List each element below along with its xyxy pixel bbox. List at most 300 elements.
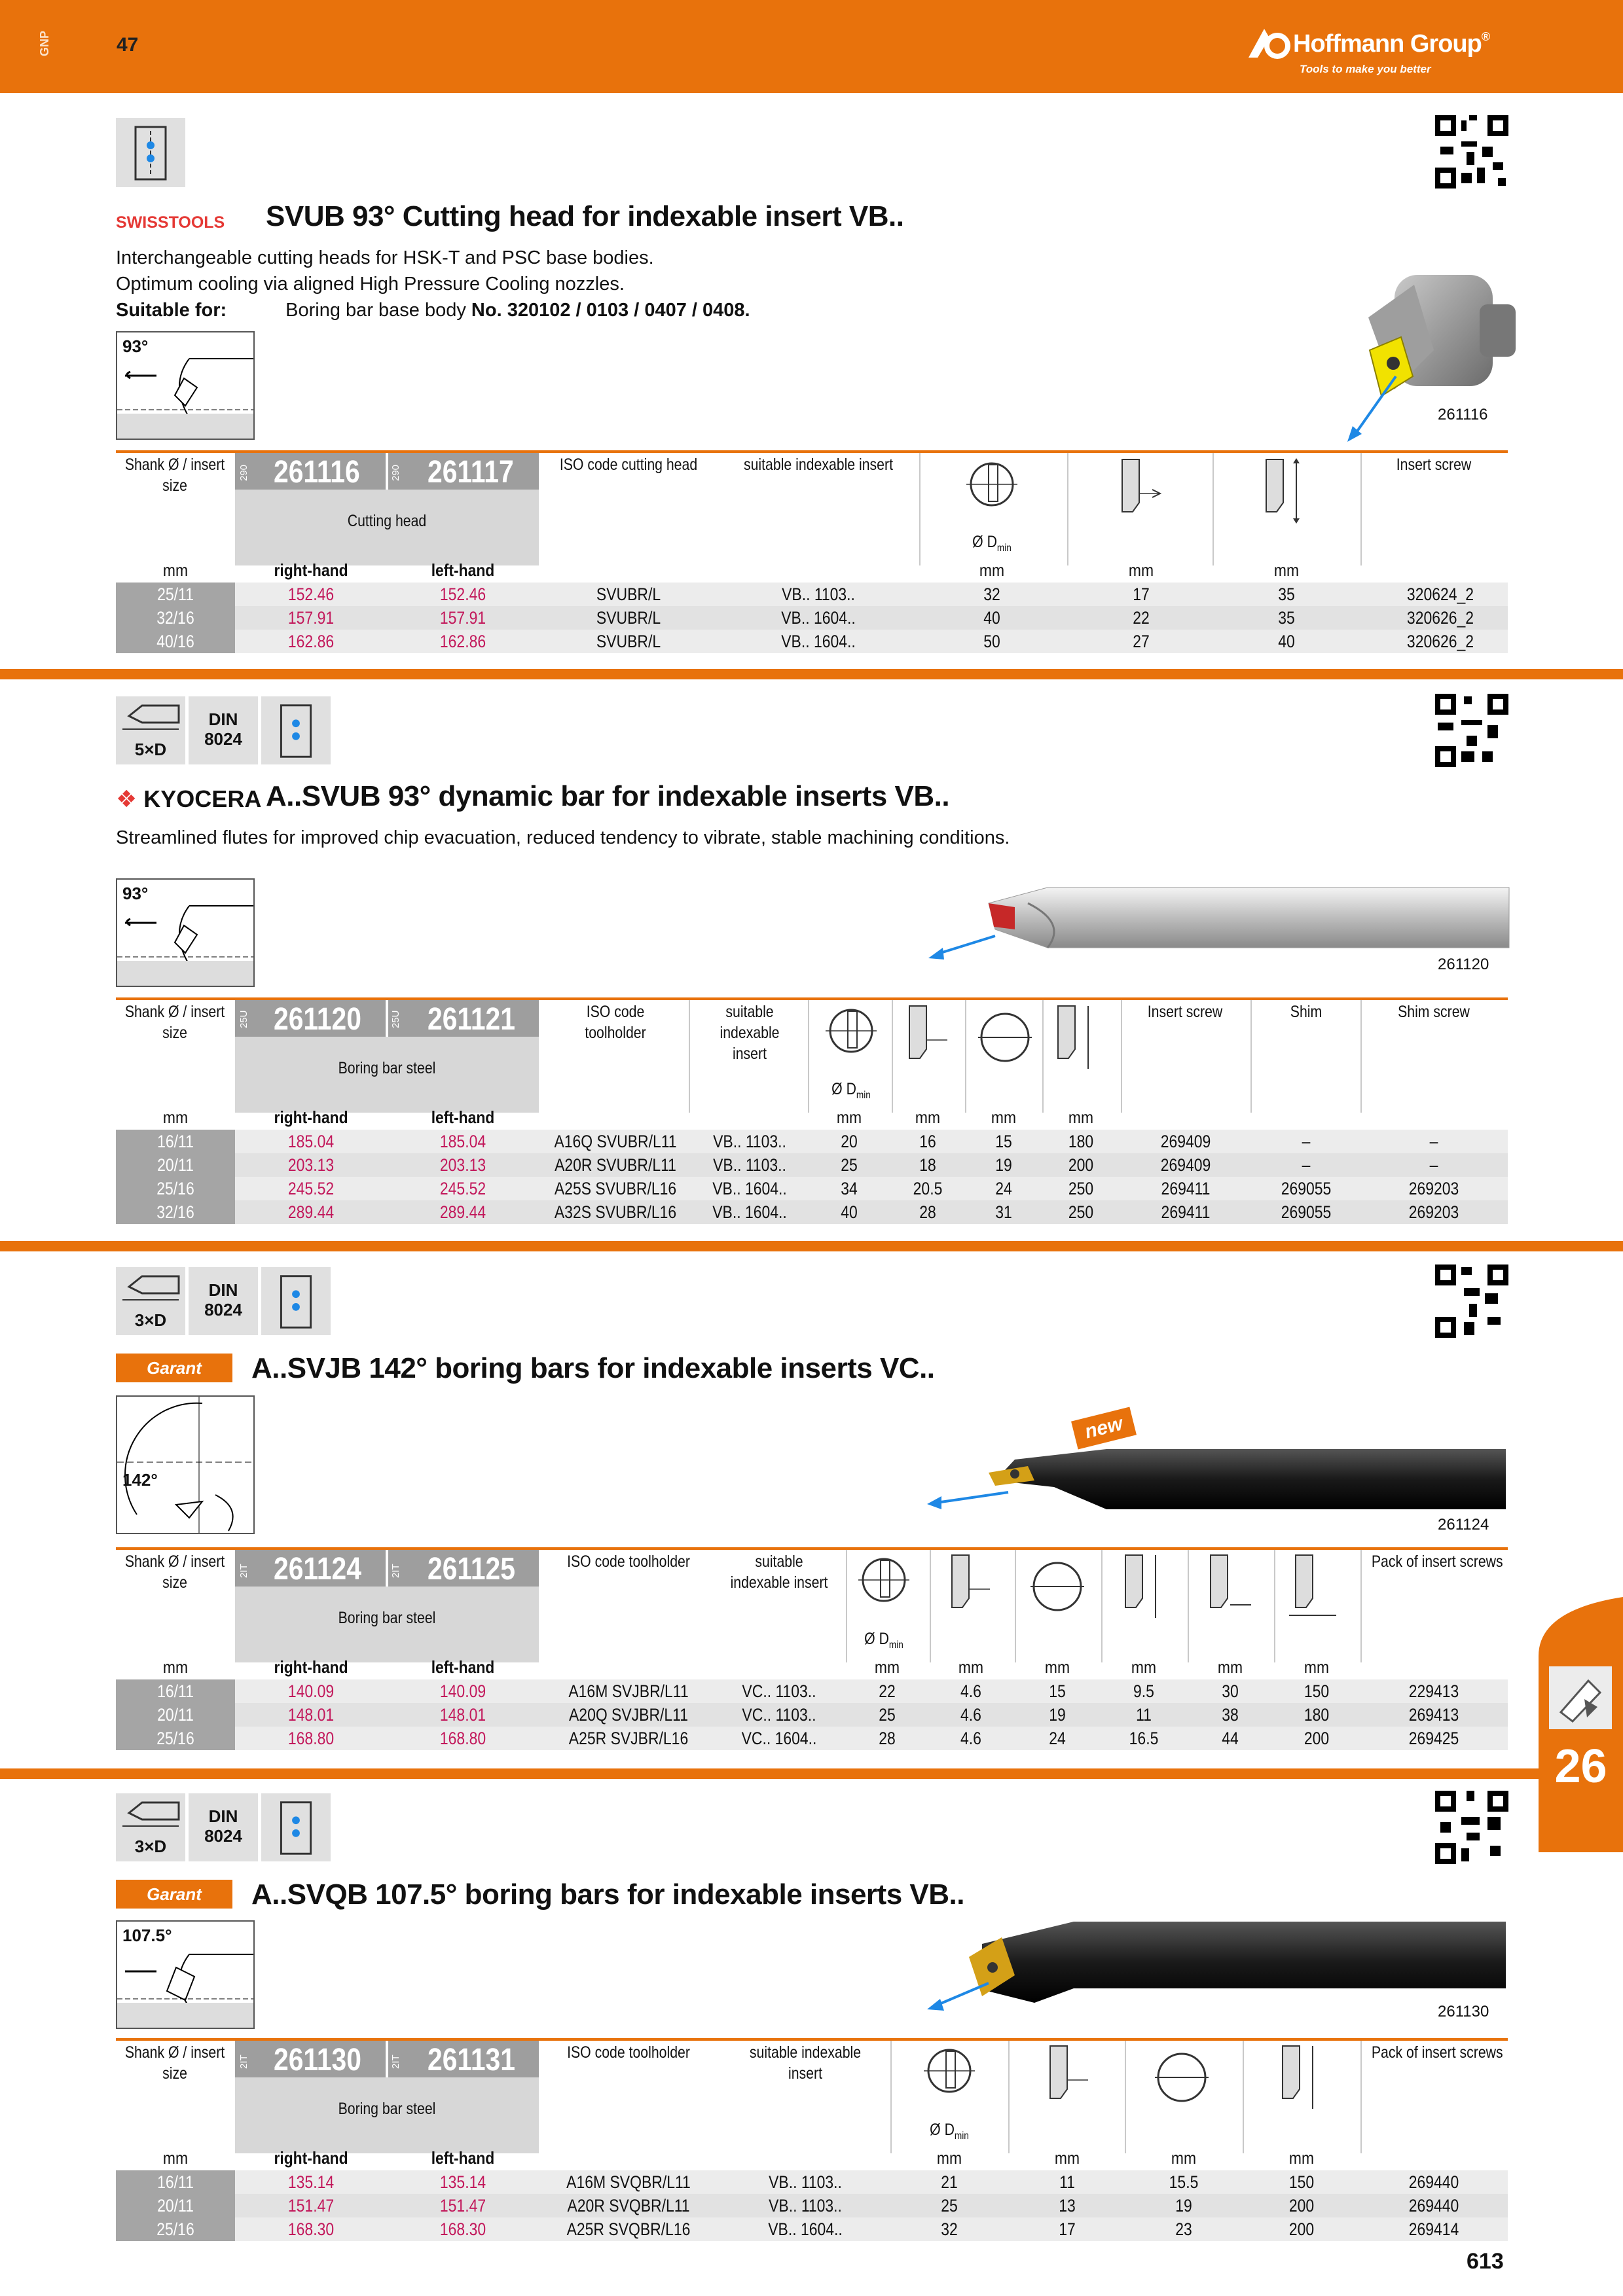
unit: mm <box>1128 560 1154 580</box>
cell-price: 289.44 <box>439 1202 486 1222</box>
col-sep <box>1042 1000 1044 1113</box>
boring-bar-icon <box>116 696 185 742</box>
qr-code[interactable] <box>1435 115 1508 188</box>
table-cell: VB.. 1604.. <box>712 1179 787 1198</box>
col-sep <box>1360 2041 1362 2153</box>
table-cell: 18 <box>919 1155 936 1175</box>
ratio-symbol <box>116 1793 185 1861</box>
table-cell: 200 <box>1288 2219 1315 2239</box>
tool-photo-icon <box>917 1918 1512 2022</box>
table-cell: 269055 <box>1281 1202 1332 1222</box>
cell-shank: 20/11 <box>157 2196 194 2215</box>
table-cell: A25R SVJBR/L16 <box>568 1729 689 1748</box>
table-cell: 24 <box>995 1179 1012 1198</box>
table-cell: 40 <box>841 1202 858 1222</box>
table-cell: 229413 <box>1408 1681 1459 1701</box>
page-number: 613 <box>1467 2249 1504 2274</box>
unit: right-hand <box>274 560 348 580</box>
table-cell: 320624_2 <box>1406 584 1474 604</box>
table-row <box>116 1153 1508 1177</box>
chapter-tab[interactable] <box>1539 1597 1623 1852</box>
cell-shank: 16/11 <box>157 1681 194 1701</box>
cell-price: 168.30 <box>439 2219 486 2239</box>
description-line: Streamlined flutes for improved chip evacuation, reduced tendency to vibrate, stable machining conditions. <box>116 827 1010 848</box>
table-cell: 19 <box>995 1155 1012 1175</box>
table-cell: A25S SVUBR/L16 <box>554 1179 677 1198</box>
ratio-label: 3×D <box>134 1310 167 1330</box>
height-symbol <box>1257 457 1309 532</box>
col-shank: Shank Ø / insert size <box>124 1552 225 1592</box>
table-cell: – <box>1302 1155 1311 1175</box>
table-cell: 17 <box>1133 584 1150 604</box>
table-cell: 269409 <box>1160 1132 1211 1151</box>
tool-length-icon <box>900 1003 953 1075</box>
table-cell: 28 <box>919 1202 936 1222</box>
bore-diameter-icon <box>920 2045 979 2117</box>
section-divider <box>0 1768 1623 1779</box>
bore-diameter-icon <box>854 1554 913 1626</box>
cell-shank: 25/11 <box>157 584 194 604</box>
col-sep <box>808 1000 809 1113</box>
table-cell: 30 <box>1222 1681 1239 1701</box>
table-cell: 269413 <box>1408 1705 1459 1725</box>
table-cell: 22 <box>1133 608 1150 628</box>
unit: right-hand <box>274 2148 348 2168</box>
cell-price: 203.13 <box>439 1155 486 1175</box>
table-cell: 15 <box>1049 1681 1066 1701</box>
cutting-angle-icon <box>117 880 253 986</box>
table-cell: 9.5 <box>1133 1681 1154 1701</box>
section-divider <box>0 669 1623 679</box>
height-symbol <box>1049 1003 1101 1079</box>
unit: mm <box>162 1657 189 1677</box>
order-tag: 290 <box>238 464 249 481</box>
qr-code[interactable] <box>1435 1265 1508 1338</box>
table-cell: 250 <box>1068 1202 1094 1222</box>
order-number-left: 261125 <box>428 1552 515 1587</box>
cell-price: 185.04 <box>439 1132 486 1151</box>
col-sep <box>892 1000 893 1113</box>
table-cell: 34 <box>841 1179 858 1198</box>
col-sep <box>1121 1000 1122 1113</box>
order-tag: 290 <box>390 464 401 481</box>
length-symbol <box>943 1552 995 1628</box>
ratio-symbol <box>116 1267 185 1335</box>
table-cell: A25R SVQBR/L16 <box>566 2219 691 2239</box>
col-sep <box>1360 453 1362 565</box>
cell-price: 140.09 <box>439 1681 486 1701</box>
table-row <box>116 2194 1508 2217</box>
band-label: Boring bar steel <box>338 1059 436 1077</box>
col-iso-code: ISO code toolholder <box>567 2043 690 2062</box>
table-cell: – <box>1302 1132 1311 1151</box>
unit: mm <box>1273 560 1300 580</box>
table-cell: VC.. 1604.. <box>741 1729 817 1748</box>
cell-price: 135.14 <box>287 2172 335 2192</box>
angle-label: 93° <box>122 884 149 903</box>
table-cell: 44 <box>1222 1729 1239 1748</box>
angle-diagram <box>116 1920 255 2029</box>
table-cell: 4.6 <box>960 1729 981 1748</box>
table-cell: 27 <box>1133 632 1150 651</box>
unit: mm <box>936 2148 962 2168</box>
col-sep <box>1125 2041 1126 2153</box>
cutting-angle-icon <box>117 1397 253 1533</box>
col-sep <box>1243 2041 1244 2153</box>
unit: mm <box>162 1107 189 1127</box>
angle-label: 107.5° <box>122 1926 172 1945</box>
tool-length-icon <box>1041 2043 1093 2115</box>
tool-height-icon <box>1257 457 1309 529</box>
order-number-right: 261130 <box>274 2043 361 2077</box>
cell-price: 152.46 <box>287 584 335 604</box>
cell-price: 151.47 <box>439 2196 486 2215</box>
col-sep <box>846 1550 847 1662</box>
table-row <box>116 630 1508 653</box>
col-sep <box>1015 1550 1016 1662</box>
offset-symbol <box>1201 1552 1254 1628</box>
angle-diagram <box>116 878 255 987</box>
unit: mm <box>979 560 1005 580</box>
cell-price: 168.80 <box>287 1729 335 1748</box>
table-cell: A20Q SVJBR/L11 <box>568 1705 689 1725</box>
cell-price: 245.52 <box>439 1179 486 1198</box>
din-label: DIN 8024 <box>204 1806 242 1846</box>
table-cell: 40 <box>983 608 1000 628</box>
unit: mm <box>1131 1657 1157 1677</box>
order-divider <box>386 2041 388 2077</box>
table-cell: A16M SVJBR/L11 <box>568 1681 689 1701</box>
unit: right-hand <box>274 1657 348 1677</box>
qr-code[interactable] <box>1435 694 1508 767</box>
col-sep <box>1101 1550 1103 1662</box>
image-article-number: 261120 <box>1438 956 1489 973</box>
order-number-right: 261116 <box>274 455 360 490</box>
coolant-symbol <box>261 1267 331 1335</box>
tool-length-icon <box>943 1552 995 1624</box>
diameter-symbol <box>1152 2045 1211 2120</box>
ratio-label: 5×D <box>134 740 167 759</box>
coolant-symbol <box>261 696 331 764</box>
table-cell: 28 <box>879 1729 896 1748</box>
col-insert: suitable indexable insert <box>730 1552 828 1592</box>
table-cell: 50 <box>983 632 1000 651</box>
table-cell: VB.. 1604.. <box>781 608 856 628</box>
col-sep <box>930 1550 931 1662</box>
table-cell: 180 <box>1304 1705 1330 1725</box>
table-cell: VC.. 1103.. <box>742 1681 816 1701</box>
cell-shank: 32/16 <box>156 608 194 628</box>
band-label: Cutting head <box>347 512 427 530</box>
tool-height-icon <box>1273 2043 1326 2115</box>
suitable-for: Suitable for: Boring bar base body No. 320102 / 0103 / 0407 / 0408. <box>116 300 750 321</box>
table-cell: 11 <box>1059 2172 1075 2192</box>
table-cell: SVUBR/L <box>596 632 661 651</box>
qr-code-icon <box>1435 1265 1508 1338</box>
cell-shank: 32/16 <box>156 1202 194 1222</box>
table-cell: 32 <box>983 584 1000 604</box>
new-badge: new <box>1071 1407 1137 1450</box>
table-cell: – <box>1429 1155 1438 1175</box>
col-insert-screw: Insert screw <box>1396 456 1472 474</box>
table-cell: 24 <box>1049 1729 1066 1748</box>
table-row <box>116 1703 1508 1727</box>
col-sep <box>890 2041 892 2153</box>
table-row <box>116 1177 1508 1200</box>
order-divider <box>386 1000 388 1037</box>
table-cell: 320626_2 <box>1406 632 1474 651</box>
table-cell: 40 <box>1278 632 1295 651</box>
table-cell: 200 <box>1068 1155 1094 1175</box>
order-number-left: 261131 <box>428 2043 515 2077</box>
brand-swisstools: SWISSTOOLS <box>116 213 225 232</box>
tool-height-icon <box>1116 1552 1169 1624</box>
order-number-left: 261117 <box>428 455 514 490</box>
col-sep <box>1360 1550 1362 1662</box>
height-symbol <box>1116 1552 1169 1628</box>
table-cell: 200 <box>1288 2196 1315 2215</box>
hoffmann-logo-icon <box>1247 26 1292 60</box>
table-cell: 19 <box>1175 2196 1192 2215</box>
table-cell: VB.. 1604.. <box>781 632 856 651</box>
order-number-left: 261121 <box>428 1002 515 1037</box>
table-cell: 269055 <box>1281 1179 1332 1198</box>
col-shank: Shank Ø / insert size <box>124 456 225 495</box>
cell-price: 135.14 <box>439 2172 486 2192</box>
table-cell: 21 <box>941 2172 958 2192</box>
table-cell: 269409 <box>1160 1155 1211 1175</box>
ratio-label: 3×D <box>134 1837 167 1856</box>
brand-garant: Garant <box>116 1880 232 1909</box>
shank-diameter-icon <box>1028 1554 1087 1626</box>
table-cell: 11 <box>1136 1705 1152 1725</box>
table-cell: VB.. 1103.. <box>713 1155 786 1175</box>
table-row <box>116 1679 1508 1703</box>
chapter-number: 26 <box>1554 1740 1607 1793</box>
order-number-right: 261124 <box>274 1552 361 1587</box>
unit: mm <box>1171 2148 1197 2168</box>
unit: mm <box>1068 1107 1094 1127</box>
unit: right-hand <box>274 1107 348 1127</box>
section-title: A..SVJB 142° boring bars for indexable inserts VC.. <box>251 1352 935 1384</box>
order-tag: 2IT <box>390 1564 401 1578</box>
col-insert: suitable indexable insert <box>749 2043 862 2083</box>
tool-photo-icon <box>917 884 1512 969</box>
table-cell: 200 <box>1304 1729 1330 1748</box>
table-row <box>116 583 1508 606</box>
din-symbol <box>189 1267 258 1335</box>
col-sep <box>1188 1550 1189 1662</box>
cutting-angle-icon <box>117 1922 253 2028</box>
diameter-symbol <box>1028 1554 1087 1629</box>
diameter-symbol <box>976 1005 1034 1080</box>
unit: left-hand <box>431 1107 495 1127</box>
cell-price: 157.91 <box>439 608 486 628</box>
bore-diameter-icon <box>962 458 1021 530</box>
shank-diameter-icon <box>976 1005 1034 1077</box>
table-cell: 269414 <box>1408 2219 1459 2239</box>
unit: mm <box>1044 1657 1070 1677</box>
table-cell: 269411 <box>1161 1202 1211 1222</box>
unit: mm <box>874 1657 900 1677</box>
tool-photo-icon <box>917 1440 1512 1518</box>
din-symbol <box>189 696 258 764</box>
col-iso-code: ISO code cutting head <box>559 456 698 474</box>
order-tag: 2IT <box>238 1564 249 1578</box>
length-symbol <box>1113 457 1165 532</box>
table-cell: 20 <box>841 1132 858 1151</box>
unit: mm <box>836 1107 862 1127</box>
table-cell: 269440 <box>1408 2196 1459 2215</box>
brand-kyocera: ❖ KYOCERA <box>116 785 262 812</box>
table-cell: A20R SVQBR/L11 <box>567 2196 690 2215</box>
page-header-bar <box>0 0 1623 93</box>
cell-price: 162.86 <box>439 632 486 651</box>
order-divider <box>386 453 388 490</box>
table-cell: A32S SVUBR/L16 <box>554 1202 677 1222</box>
table-cell: 23 <box>1175 2219 1192 2239</box>
cell-price: 168.80 <box>439 1729 486 1748</box>
unit: left-hand <box>431 1657 495 1677</box>
table-cell: 269203 <box>1408 1202 1459 1222</box>
table-row <box>116 2170 1508 2194</box>
table-cell: 32 <box>941 2219 958 2239</box>
section-title: A..SVQB 107.5° boring bars for indexable inserts VB.. <box>251 1878 964 1910</box>
qr-code[interactable] <box>1435 1791 1508 1864</box>
section-title: SVUB 93° Cutting head for indexable insert VB.. <box>266 200 904 232</box>
table-cell: A20R SVUBR/L11 <box>555 1155 676 1175</box>
cell-shank: 16/11 <box>157 2172 194 2192</box>
table-cell: 4.6 <box>960 1681 981 1701</box>
din-symbol <box>189 1793 258 1861</box>
cell-shank: 20/11 <box>157 1705 194 1725</box>
image-article-number: 261116 <box>1438 406 1488 423</box>
cell-price: 140.09 <box>287 1681 335 1701</box>
unit: mm <box>162 2148 189 2168</box>
insert-icon <box>1549 1666 1612 1729</box>
col-sep <box>689 1000 690 1113</box>
table-cell: 19 <box>1049 1705 1066 1725</box>
table-cell: 16 <box>919 1132 936 1151</box>
tool-length-icon <box>1113 457 1165 529</box>
unit: left-hand <box>431 560 495 580</box>
col-pack-screws: Pack of insert screws <box>1371 1552 1503 1571</box>
col-sep <box>1250 1000 1252 1113</box>
table-cell: 150 <box>1304 1681 1330 1701</box>
height-symbol <box>1273 2043 1326 2119</box>
cell-price: 185.04 <box>287 1132 335 1151</box>
unit: left-hand <box>431 2148 495 2168</box>
col-sep <box>965 1000 966 1113</box>
table-cell: 25 <box>879 1705 896 1725</box>
table-cell: VB.. 1103.. <box>769 2196 842 2215</box>
cell-price: 148.01 <box>287 1705 335 1725</box>
col-sep <box>1067 453 1068 565</box>
image-article-number: 261130 <box>1438 2003 1489 2020</box>
dmin-symbol <box>854 1554 913 1629</box>
col-iso-code: ISO code toolholder <box>585 1003 646 1042</box>
table-cell: 16.5 <box>1129 1729 1159 1748</box>
description-line: Interchangeable cutting heads for HSK-T and PSC base bodies. <box>116 247 654 268</box>
table-cell: 269425 <box>1408 1729 1459 1748</box>
unit: mm <box>958 1657 984 1677</box>
shank-diameter-icon <box>1152 2045 1211 2117</box>
unit: mm <box>1054 2148 1080 2168</box>
table-cell: 15.5 <box>1169 2172 1199 2192</box>
col-shank: Shank Ø / insert size <box>124 2043 225 2083</box>
table-cell: VB.. 1604.. <box>712 1202 787 1222</box>
coolant-symbol <box>116 118 185 187</box>
col-insert-screw: Insert screw <box>1147 1003 1223 1021</box>
cell-price: 148.01 <box>439 1705 486 1725</box>
brand-tagline: Tools to make you better <box>1300 63 1431 75</box>
sidebar-code: GNP <box>38 30 51 56</box>
table-row <box>116 1130 1508 1153</box>
table-cell: SVUBR/L <box>596 608 661 628</box>
unit: mm <box>162 560 189 580</box>
table-cell: VC.. 1103.. <box>742 1705 816 1725</box>
table-cell: VB.. 1604.. <box>768 2219 843 2239</box>
cell-shank: 25/16 <box>156 1729 194 1748</box>
cell-shank: 25/16 <box>156 1179 194 1198</box>
table-cell: 4.6 <box>960 1705 981 1725</box>
table-cell: 35 <box>1278 584 1295 604</box>
order-divider <box>386 1550 388 1587</box>
angle-label: 142° <box>122 1470 158 1490</box>
order-number-right: 261120 <box>274 1002 361 1037</box>
qr-code-icon <box>1435 694 1508 767</box>
qr-code-icon <box>1435 1791 1508 1864</box>
tool-overhang-icon <box>1286 1552 1339 1624</box>
table-cell: 180 <box>1068 1132 1094 1151</box>
order-tag: 25U <box>238 1010 249 1028</box>
cell-price: 162.86 <box>287 632 335 651</box>
table-cell: 269411 <box>1161 1179 1211 1198</box>
cell-price: 168.30 <box>287 2219 335 2239</box>
cell-price: 289.44 <box>287 1202 335 1222</box>
qr-code-icon <box>1435 115 1508 188</box>
dmin-symbol <box>822 1005 881 1080</box>
table-cell: VB.. 1103.. <box>713 1132 786 1151</box>
angle-label: 93° <box>122 336 149 356</box>
band-label: Boring bar steel <box>338 1609 436 1627</box>
coolant-icon <box>261 696 331 764</box>
coolant-icon <box>116 118 185 187</box>
table-cell: A16M SVQBR/L11 <box>566 2172 691 2192</box>
coolant-icon <box>261 1793 331 1861</box>
angle-diagram <box>116 1395 255 1534</box>
table-row <box>116 1200 1508 1224</box>
bore-diameter-icon <box>822 1005 881 1077</box>
turning-tool-icon <box>1549 1666 1612 1729</box>
tool-offset-icon <box>1201 1552 1254 1624</box>
overhang-symbol <box>1286 1552 1339 1628</box>
boring-bar-image <box>917 1918 1512 2026</box>
table-cell: 269203 <box>1408 1179 1459 1198</box>
col-shank: Shank Ø / insert size <box>124 1003 225 1042</box>
cell-price: 203.13 <box>287 1155 335 1175</box>
cell-price: 157.91 <box>287 608 335 628</box>
image-article-number: 261124 <box>1438 1516 1489 1534</box>
order-tag: 25U <box>390 1010 401 1028</box>
table-cell: VB.. 1103.. <box>769 2172 842 2192</box>
table-cell: 38 <box>1222 1705 1239 1725</box>
table-cell: 13 <box>1059 2196 1076 2215</box>
table-cell: 31 <box>995 1202 1012 1222</box>
page-ref: 47 <box>117 34 139 56</box>
hoffmann-logo <box>1247 26 1292 63</box>
cutting-angle-icon <box>117 332 253 439</box>
